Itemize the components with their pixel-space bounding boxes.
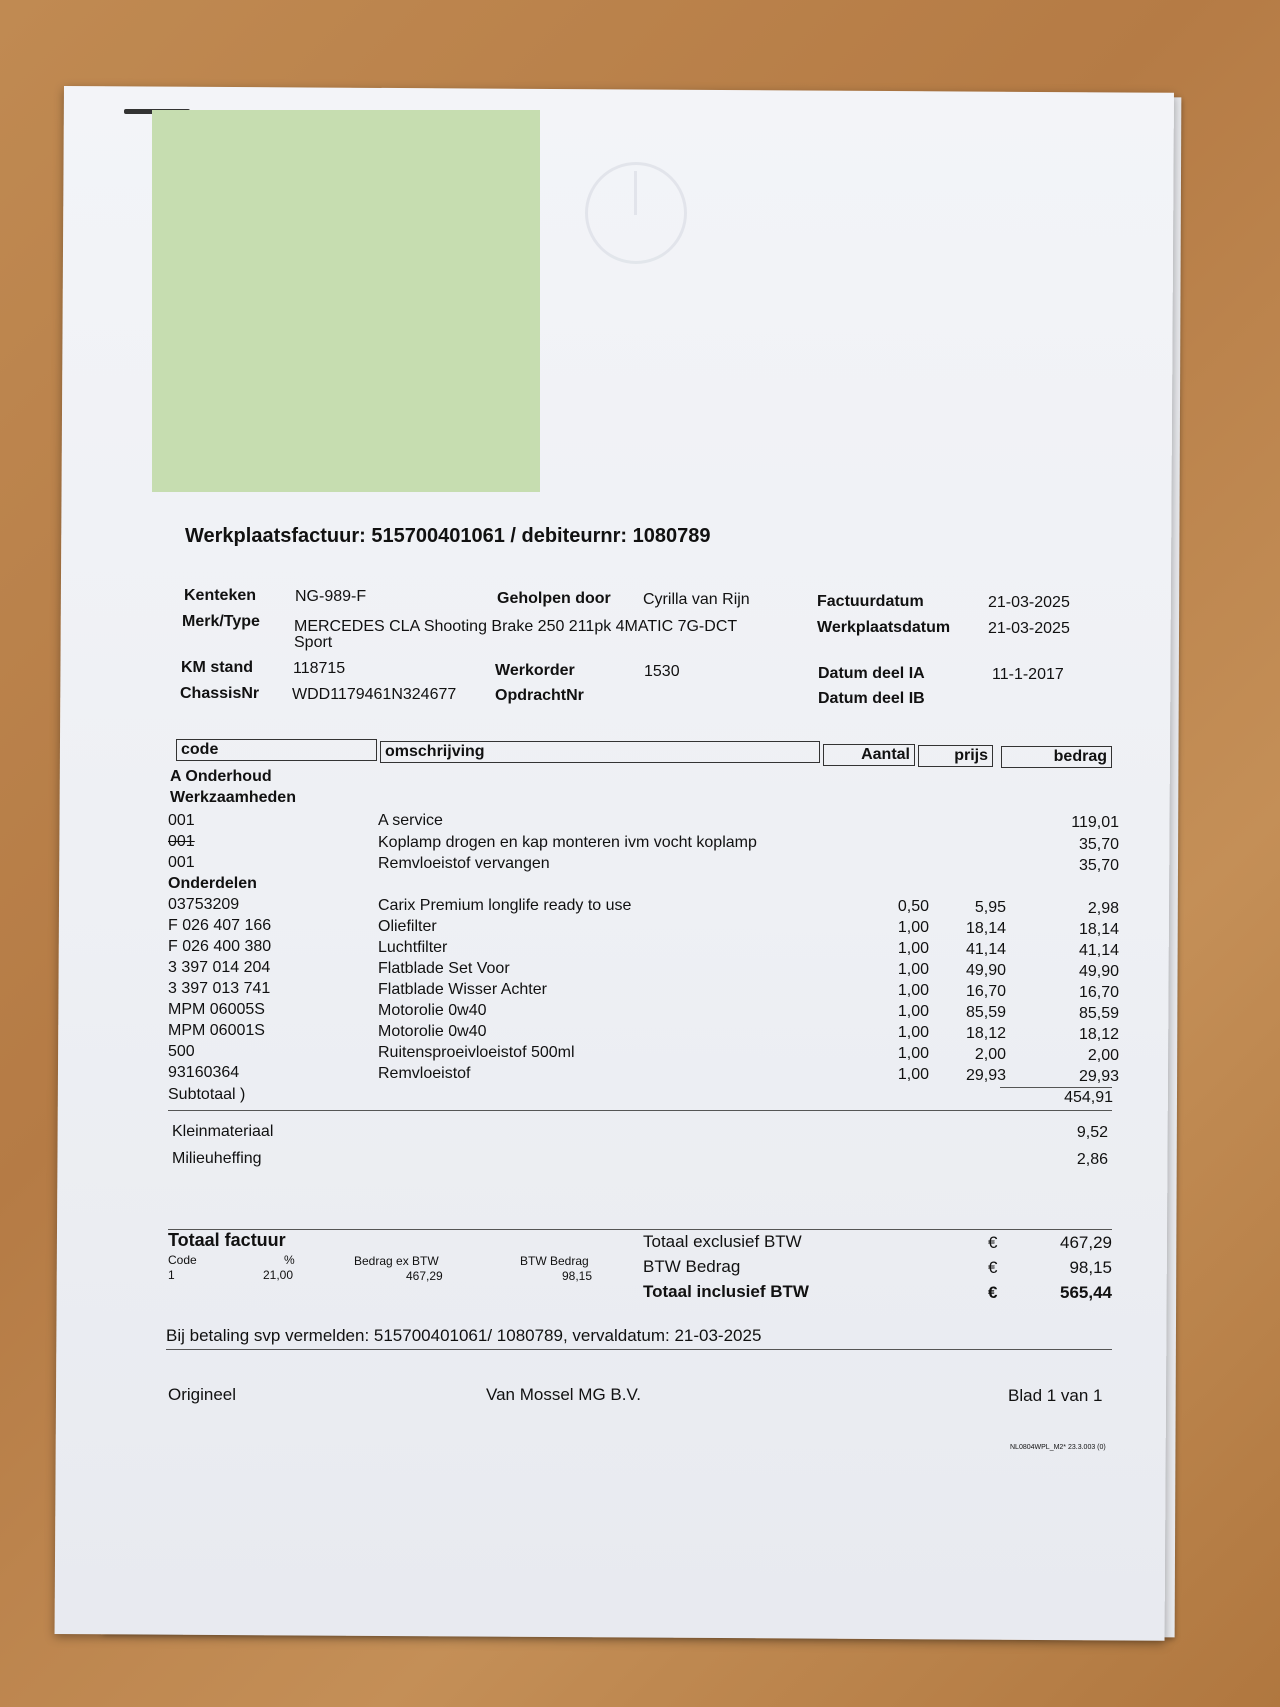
work-row-desc: A service xyxy=(378,812,443,829)
part-row-code: MPM 06001S xyxy=(168,1022,265,1039)
part-row-code: 03753209 xyxy=(168,896,240,913)
part-row-desc: Carix Premium longlife ready to use xyxy=(378,897,632,914)
part-row-desc: Motorolie 0w40 xyxy=(378,1023,487,1040)
part-row-bedrag: 85,59 xyxy=(1078,1005,1119,1022)
chassis-label: ChassisNr xyxy=(180,685,260,702)
part-row-prijs: 49,90 xyxy=(965,962,1006,979)
payment-reference: Bij betaling svp vermelden: 515700401061/ 1080789, vervaldatum: 21-03-2025 xyxy=(166,1326,762,1345)
part-row-desc: Luchtfilter xyxy=(378,939,448,956)
part-row-aantal: 1,00 xyxy=(897,919,929,936)
part-row-prijs: 2,00 xyxy=(974,1046,1006,1063)
work-row-code: 001 xyxy=(168,812,195,829)
totaal-excl-value: 467,29 xyxy=(1060,1233,1112,1252)
part-row-prijs: 16,70 xyxy=(965,983,1006,1000)
part-row-bedrag: 16,70 xyxy=(1078,984,1119,1001)
company-name: Van Mossel MG B.V. xyxy=(486,1385,641,1404)
section-onderdelen: Onderdelen xyxy=(168,875,257,892)
col-header-prijs: prijs xyxy=(918,745,993,767)
part-row-bedrag: 2,98 xyxy=(1087,900,1119,917)
euro-sign: € xyxy=(988,1283,998,1302)
milieuheffing-value: 2,86 xyxy=(1076,1151,1108,1168)
part-row-bedrag: 49,90 xyxy=(1078,963,1119,980)
geholpen-value: Cyrilla van Rijn xyxy=(643,591,750,608)
work-row-bedrag: 35,70 xyxy=(1078,836,1119,853)
btw-bedrag-label: BTW Bedrag xyxy=(643,1257,741,1276)
work-row-bedrag: 119,01 xyxy=(1071,814,1119,831)
section-a-onderhoud: A Onderhoud xyxy=(170,768,272,785)
section-werkzaamheden: Werkzaamheden xyxy=(170,789,296,806)
btw-pct-value: 21,00 xyxy=(263,1268,294,1282)
part-row-desc: Oliefilter xyxy=(378,918,437,935)
werkplaatsdatum-value: 21-03-2025 xyxy=(988,620,1070,637)
part-row-prijs: 29,93 xyxy=(965,1067,1006,1084)
part-row-aantal: 1,00 xyxy=(897,961,929,978)
work-row-code: 001 xyxy=(168,833,195,850)
part-row-code: F 026 407 166 xyxy=(168,917,272,934)
merk-label: Merk/Type xyxy=(182,613,260,630)
page-number: Blad 1 van 1 xyxy=(1008,1386,1103,1405)
part-row-code: 3 397 013 741 xyxy=(168,980,271,997)
footer-divider xyxy=(166,1349,1112,1350)
part-row-code: 3 397 014 204 xyxy=(168,959,271,976)
totaal-incl-value: 565,44 xyxy=(1060,1283,1112,1302)
part-row-bedrag: 41,14 xyxy=(1078,942,1119,959)
subtotal-rule xyxy=(1000,1087,1112,1088)
totaal-incl-label: Totaal inclusief BTW xyxy=(643,1282,809,1301)
part-row-prijs: 41,14 xyxy=(965,941,1006,958)
form-code: NL0804WPL_M2* 23.3.003 (0) xyxy=(1010,1444,1106,1451)
part-row-desc: Remvloeistof xyxy=(378,1065,471,1082)
chassis-value: WDD1179461N324677 xyxy=(292,686,457,703)
part-row-prijs: 18,12 xyxy=(965,1025,1006,1042)
euro-sign: € xyxy=(988,1258,998,1277)
werkplaatsdatum-label: Werkplaatsdatum xyxy=(817,619,951,636)
deel-ia-label: Datum deel IA xyxy=(818,665,925,682)
work-row-code: 001 xyxy=(168,854,195,871)
part-row-prijs: 85,59 xyxy=(965,1004,1006,1021)
btw-bedrag-value: 98,15 xyxy=(562,1269,593,1283)
part-row-desc: Motorolie 0w40 xyxy=(378,1002,487,1019)
btw-code-value: 1 xyxy=(168,1268,175,1282)
part-row-code: F 026 400 380 xyxy=(168,938,272,955)
factuurdatum-value: 21-03-2025 xyxy=(988,594,1070,611)
km-label: KM stand xyxy=(181,659,253,676)
subtotal-label: Subtotaal ) xyxy=(168,1086,246,1103)
part-row-aantal: 1,00 xyxy=(897,1045,929,1062)
kleinmateriaal-label: Kleinmateriaal xyxy=(172,1123,274,1140)
btw-code-header: Code xyxy=(168,1253,197,1267)
part-row-bedrag: 18,14 xyxy=(1078,921,1119,938)
part-row-prijs: 5,95 xyxy=(974,899,1006,916)
work-row-desc: Remvloeistof vervangen xyxy=(378,855,550,872)
btw-bedrag-header: BTW Bedrag xyxy=(520,1254,589,1268)
euro-sign: € xyxy=(988,1233,998,1252)
col-header-aantal: Aantal xyxy=(823,744,915,766)
part-row-code: 500 xyxy=(168,1043,195,1060)
work-row-desc: Koplamp drogen en kap monteren ivm vocht koplamp xyxy=(378,834,757,851)
part-row-aantal: 1,00 xyxy=(897,940,929,957)
milieuheffing-label: Milieuheffing xyxy=(172,1150,262,1167)
part-row-bedrag: 18,12 xyxy=(1078,1026,1119,1043)
part-row-desc: Ruitensproeivloeistof 500ml xyxy=(378,1044,575,1061)
btw-ex-header: Bedrag ex BTW xyxy=(354,1254,439,1268)
part-row-prijs: 18,14 xyxy=(965,920,1006,937)
factuurdatum-label: Factuurdatum xyxy=(817,593,924,610)
deel-ia-value: 11-1-2017 xyxy=(992,666,1064,683)
totals-divider xyxy=(168,1229,1112,1230)
kleinmateriaal-value: 9,52 xyxy=(1076,1124,1108,1141)
part-row-code: MPM 06005S xyxy=(168,1001,265,1018)
geholpen-label: Geholpen door xyxy=(497,590,611,607)
subtotal-value: 454,91 xyxy=(1064,1089,1113,1106)
subtotal-divider xyxy=(168,1110,1112,1111)
part-row-aantal: 1,00 xyxy=(897,982,929,999)
invoice-title: Werkplaatsfactuur: 515700401061 / debiteurnr: 1080789 xyxy=(185,525,711,547)
origineel-label: Origineel xyxy=(168,1385,237,1404)
btw-bedrag-value: 98,15 xyxy=(1069,1258,1112,1277)
col-header-omschrijving: omschrijving xyxy=(380,741,820,763)
werkorder-value: 1530 xyxy=(644,663,680,680)
totaal-excl-label: Totaal exclusief BTW xyxy=(643,1232,802,1251)
opdracht-label: OpdrachtNr xyxy=(495,687,584,704)
werkorder-label: Werkorder xyxy=(495,662,575,679)
col-header-bedrag: bedrag xyxy=(1001,746,1112,768)
part-row-aantal: 1,00 xyxy=(897,1066,929,1083)
part-row-aantal: 1,00 xyxy=(897,1003,929,1020)
work-row-bedrag: 35,70 xyxy=(1078,857,1119,874)
part-row-desc: Flatblade Wisser Achter xyxy=(378,981,547,998)
deel-ib-label: Datum deel IB xyxy=(818,690,925,707)
btw-pct-header: % xyxy=(284,1253,295,1267)
merk-value-line1: MERCEDES CLA Shooting Brake 250 211pk 4MATIC 7G-DCT xyxy=(294,618,738,635)
km-value: 118715 xyxy=(293,660,346,677)
part-row-desc: Flatblade Set Voor xyxy=(378,960,510,977)
part-row-aantal: 1,00 xyxy=(897,1024,929,1041)
merk-value-line2: Sport xyxy=(294,634,333,651)
part-row-code: 93160364 xyxy=(168,1064,240,1081)
part-row-bedrag: 29,93 xyxy=(1078,1068,1119,1085)
btw-ex-value: 467,29 xyxy=(406,1269,443,1283)
part-row-bedrag: 2,00 xyxy=(1087,1047,1119,1064)
kenteken-value: NG-989-F xyxy=(295,588,367,605)
col-header-code: code xyxy=(176,739,377,761)
totaal-factuur-title: Totaal factuur xyxy=(168,1230,286,1250)
part-row-aantal: 0,50 xyxy=(897,898,929,915)
kenteken-label: Kenteken xyxy=(184,587,257,604)
